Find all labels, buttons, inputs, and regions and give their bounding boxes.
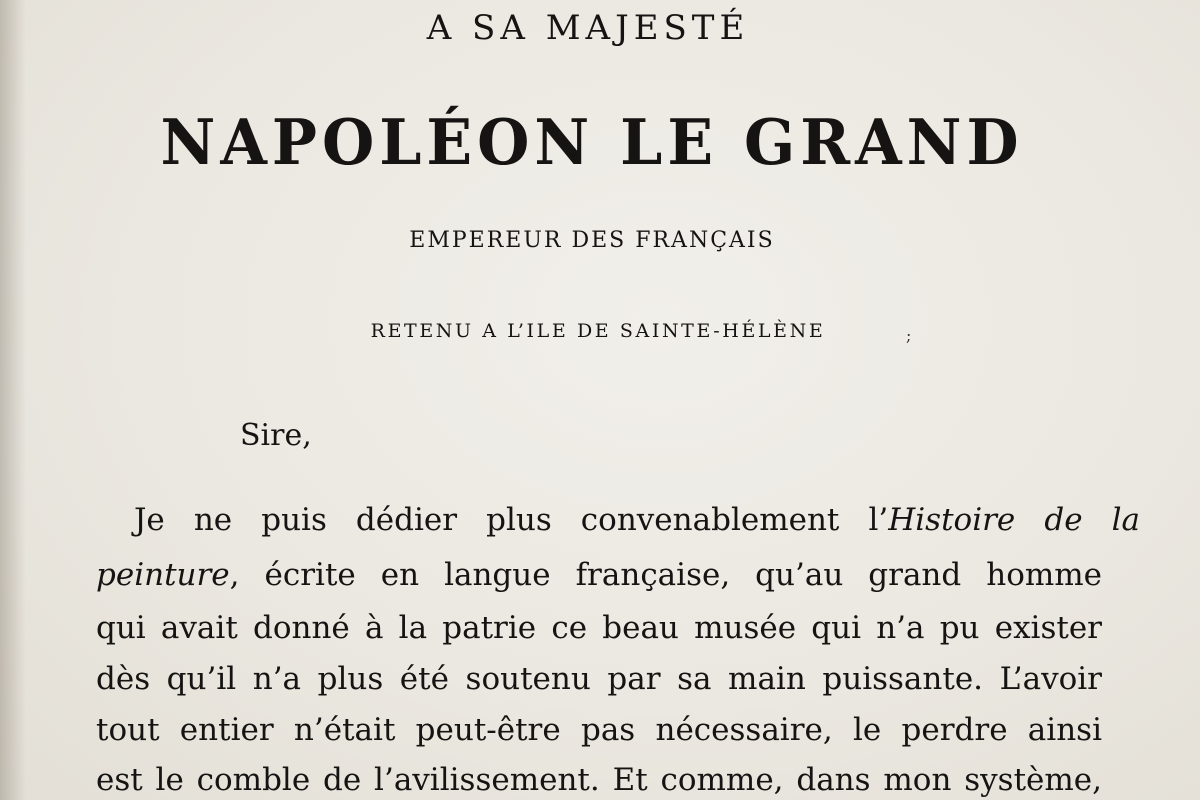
paragraph-line-1 bbox=[134, 502, 1140, 538]
paragraph-line-4: dès qu’il n’a plus été soutenu par sa main puissante. L’avoir bbox=[96, 661, 1102, 697]
stray-mark: ; bbox=[906, 326, 912, 345]
dedication-line-4: RETENU A L’ILE DE SAINTE-HÉLÈNE bbox=[370, 320, 826, 342]
dedication-title: NAPOLÉON LE GRAND bbox=[160, 106, 1024, 180]
salutation: Sire, bbox=[240, 418, 312, 453]
book-title-italic-2: peinture bbox=[96, 557, 230, 593]
paragraph-line-2 bbox=[96, 557, 1102, 593]
book-title-italic-1: Histoire de la bbox=[888, 502, 1141, 538]
line-2-text: , écrite en langue française, qu’au grand homme bbox=[229, 557, 1102, 593]
line-1-text: Je ne puis dédier plus convenablement l’ bbox=[134, 502, 889, 538]
paragraph-line-3: qui avait donné à la patrie ce beau musée qui n’a pu exister bbox=[96, 610, 1102, 646]
paragraph-line-5: tout entier n’était peut-être pas nécessaire, le perdre ainsi bbox=[96, 712, 1102, 748]
dedication-line-1: A SA MAJESTÉ bbox=[426, 8, 750, 48]
dedication-subtitle: EMPEREUR DES FRANÇAIS bbox=[409, 228, 775, 253]
paragraph-line-6: est le comble de l’avilissement. Et comme, dans mon système, bbox=[96, 762, 1102, 798]
